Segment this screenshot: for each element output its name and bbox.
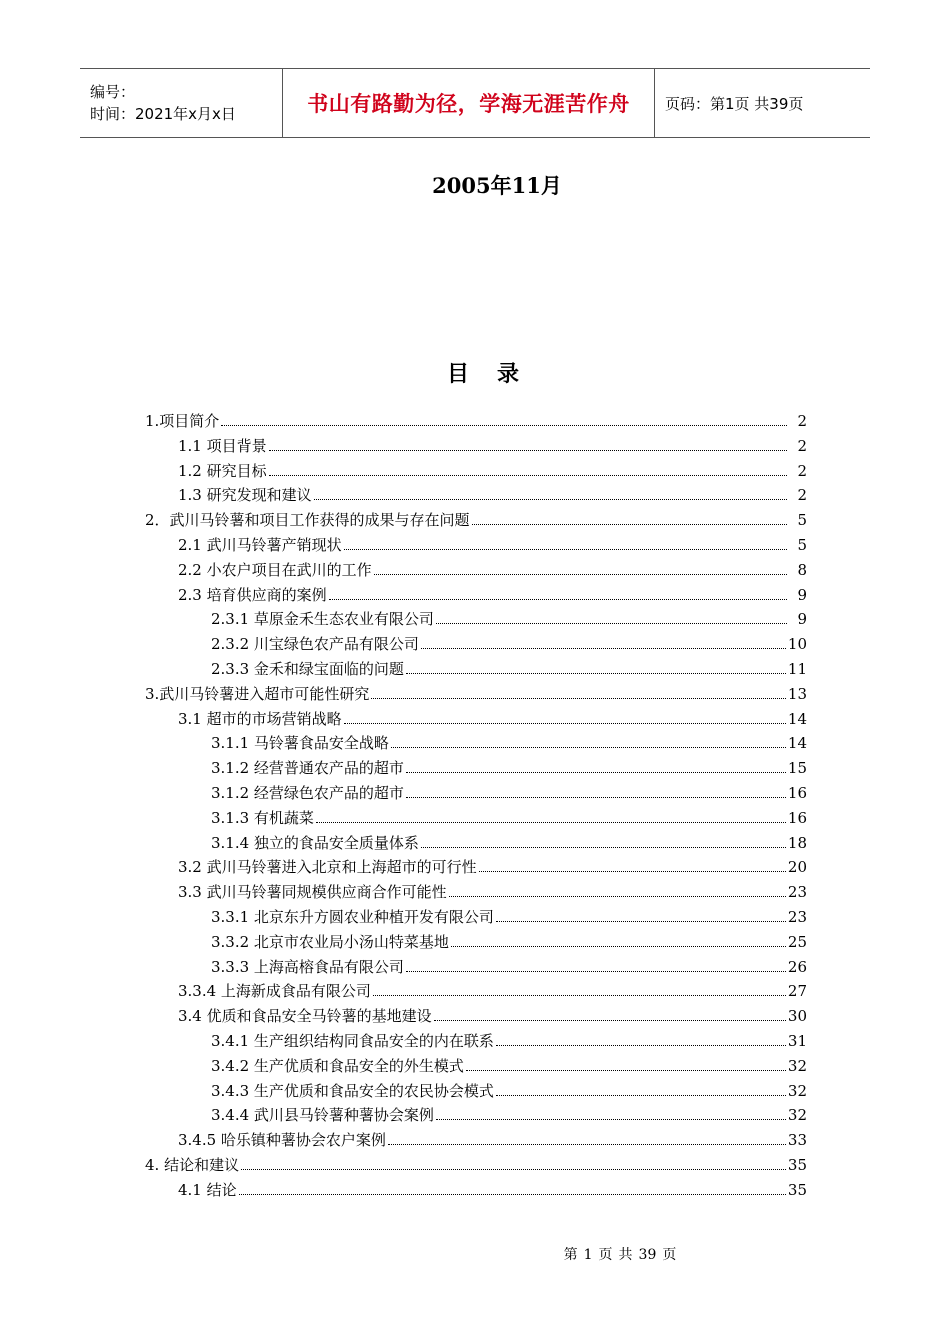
toc-entry-label: 2.2 小农户项目在武川的工作 <box>178 560 372 579</box>
toc-dot-leader <box>388 1144 786 1145</box>
toc-entry-page: 5 <box>797 536 807 554</box>
toc-dot-leader <box>406 772 786 773</box>
toc-entry-page: 32 <box>787 1106 807 1125</box>
toc-dot-leader <box>449 896 786 897</box>
toc-dot-leader <box>472 524 787 525</box>
toc-entry-label: 3.1.2 经营绿色农产品的超市 <box>211 784 404 802</box>
toc-entry-page: 15 <box>787 759 807 778</box>
toc-entry-page: 16 <box>787 808 807 827</box>
toc-entry[interactable] <box>178 1178 807 1203</box>
toc-entry[interactable] <box>145 682 807 707</box>
toc-entry[interactable] <box>211 1054 807 1079</box>
toc-entry[interactable] <box>211 955 807 980</box>
toc-dot-leader <box>373 995 786 996</box>
toc-entry-page: 2 <box>797 461 807 480</box>
toc-heading: 目录 <box>446 361 547 387</box>
page-header <box>80 68 870 138</box>
toc-entry-label: 3.1.1 马铃薯食品安全战略 <box>211 734 389 753</box>
toc-entry-label: 3.3.1 北京东升方圆农业种植开发有限公司 <box>211 908 494 926</box>
toc-dot-leader <box>314 499 787 500</box>
toc-dot-leader <box>436 1119 786 1120</box>
toc-dot-leader <box>241 1169 786 1170</box>
toc-entry-label: 3.1.3 有机蔬菜 <box>211 808 314 827</box>
toc-entry[interactable] <box>211 632 807 657</box>
toc-entry-page: 11 <box>787 660 807 678</box>
toc-entry[interactable] <box>211 1029 807 1054</box>
toc-entry-label: 3.武川马铃薯进入超市可能性研究 <box>145 684 370 703</box>
toc-entry[interactable] <box>178 979 807 1004</box>
toc-entry-page: 2 <box>797 412 807 430</box>
header-motto-cell <box>282 69 655 137</box>
toc-entry-page: 23 <box>787 883 807 902</box>
toc-entry-page: 2 <box>797 486 807 505</box>
footer-di: 第 <box>563 1247 578 1263</box>
toc-entry-page: 13 <box>787 684 807 703</box>
toc-entry[interactable] <box>178 1004 807 1029</box>
toc-dot-leader <box>269 450 787 451</box>
footer-gong: 共 <box>618 1247 633 1263</box>
toc-entry[interactable] <box>178 558 807 583</box>
motto: 书山有路勤为径，学海无涯苦作舟 <box>307 92 630 116</box>
toc-dot-leader <box>496 1095 786 1096</box>
toc-dot-leader <box>434 1020 786 1021</box>
toc-dot-leader <box>496 921 786 922</box>
toc-entry[interactable] <box>211 657 807 682</box>
date-title: 2005年11月 <box>432 173 562 198</box>
toc-entry[interactable] <box>211 731 807 756</box>
toc-entry-page: 18 <box>787 833 807 852</box>
header-meta <box>80 69 282 137</box>
toc-entry-label: 2.3.3 金禾和绿宝面临的问题 <box>211 660 404 678</box>
toc-entry-page: 32 <box>787 1056 807 1075</box>
toc-dot-leader <box>421 847 786 848</box>
page-info: 页码：第1页 共39页 <box>665 94 804 113</box>
toc-entry[interactable] <box>211 1079 807 1104</box>
toc-entry-page: 27 <box>787 982 807 1001</box>
page-footer <box>0 1244 950 1264</box>
toc-dot-leader <box>344 549 787 550</box>
toc-entry-label: 1.项目简介 <box>145 412 220 430</box>
toc-dot-leader <box>374 574 787 575</box>
toc-entry-label: 3.4.1 生产组织结构同食品安全的内在联系 <box>211 1032 494 1050</box>
number-label: 编号： <box>90 83 136 101</box>
footer-ye: 页 <box>598 1247 613 1263</box>
toc-entry-page: 14 <box>787 709 807 728</box>
footer-page: 1 <box>583 1247 593 1263</box>
toc-entry[interactable] <box>178 434 807 459</box>
toc-entry-label: 3.3.4 上海新成食品有限公司 <box>178 982 371 1001</box>
toc-entry-label: 1.3 研究发现和建议 <box>178 486 312 505</box>
toc-entry-page: 26 <box>787 957 807 976</box>
toc-entry[interactable] <box>211 905 807 930</box>
toc-entry[interactable] <box>211 781 807 806</box>
toc-entry[interactable] <box>178 880 807 905</box>
toc-dot-leader <box>239 1194 786 1195</box>
toc-dot-leader <box>344 723 786 724</box>
toc-entry-label: 4. 结论和建议 <box>145 1156 240 1174</box>
toc-entry-page: 2 <box>797 436 807 455</box>
toc-entry-label: 3.1 超市的市场营销战略 <box>178 709 342 728</box>
toc-entry-page: 9 <box>797 610 807 629</box>
toc-entry-label: 3.3 武川马铃薯同规模供应商合作可能性 <box>178 883 447 902</box>
toc-entry-label: 3.3.2 北京市农业局小汤山特菜基地 <box>211 932 449 951</box>
toc-entry[interactable] <box>211 831 807 856</box>
toc-entry-page: 5 <box>797 511 807 530</box>
toc-dot-leader <box>436 623 787 624</box>
toc-entry-label: 2.1 武川马铃薯产销现状 <box>178 536 342 554</box>
toc-entry-page: 30 <box>787 1007 807 1026</box>
toc-entry-label: 3.3.3 上海高榕食品有限公司 <box>211 957 404 976</box>
toc-entry-label: 3.1.2 经营普通农产品的超市 <box>211 759 404 778</box>
footer-total: 39 <box>638 1247 657 1263</box>
toc-entry[interactable] <box>211 607 807 632</box>
toc-entry[interactable] <box>211 1103 807 1128</box>
toc-dot-leader <box>221 425 787 426</box>
toc-entry-page: 35 <box>787 1180 807 1199</box>
toc-entry-page: 8 <box>797 560 807 579</box>
toc-entry-label: 1.1 项目背景 <box>178 436 267 455</box>
toc-entry-label: 3.4.3 生产优质和食品安全的农民协会模式 <box>211 1081 494 1100</box>
toc-dot-leader <box>316 822 786 823</box>
toc-entry-page: 14 <box>787 734 807 753</box>
toc-dot-leader <box>391 747 786 748</box>
toc-entry-page: 33 <box>787 1131 807 1150</box>
time-label: 时间：2021年x月x日 <box>90 105 236 123</box>
toc-dot-leader <box>406 673 786 674</box>
toc-dot-leader <box>371 698 786 699</box>
toc-dot-leader <box>451 946 786 947</box>
toc-entry[interactable] <box>178 707 807 732</box>
toc-dot-leader <box>496 1045 786 1046</box>
toc-entry[interactable] <box>145 1153 807 1178</box>
toc-entry-page: 9 <box>797 585 807 604</box>
toc-dot-leader <box>406 971 786 972</box>
toc-entry-page: 32 <box>787 1081 807 1100</box>
toc-entry[interactable] <box>211 806 807 831</box>
toc-entry-page: 23 <box>787 908 807 926</box>
toc-dot-leader <box>421 648 786 649</box>
header-page-cell <box>655 69 870 137</box>
toc-entry-label: 3.2 武川马铃薯进入北京和上海超市的可行性 <box>178 858 477 877</box>
toc-entry[interactable] <box>178 459 807 484</box>
toc-entry-label: 3.4.4 武川县马铃薯种薯协会案例 <box>211 1106 434 1125</box>
toc-entry[interactable] <box>211 930 807 955</box>
toc-entry-page: 20 <box>787 858 807 877</box>
toc-entry-label: 4.1 结论 <box>178 1180 237 1199</box>
toc-entry-label: 2.3.1 草原金禾生态农业有限公司 <box>211 610 434 629</box>
footer-ye-2: 页 <box>662 1247 677 1263</box>
toc-entry-page: 35 <box>787 1156 807 1174</box>
toc-entry[interactable] <box>211 756 807 781</box>
toc-entry[interactable] <box>178 583 807 608</box>
toc-dot-leader <box>479 871 786 872</box>
toc-entry[interactable] <box>145 508 807 533</box>
toc-entry[interactable] <box>178 1128 807 1153</box>
toc-entry[interactable] <box>178 533 807 558</box>
toc-entry-page: 16 <box>787 784 807 802</box>
toc-entry[interactable] <box>178 483 807 508</box>
toc-entry-page: 10 <box>787 635 807 654</box>
toc-entry-page: 31 <box>787 1032 807 1050</box>
toc-entry-label: 2.3 培育供应商的案例 <box>178 585 327 604</box>
toc-entry-label: 3.4.5 哈乐镇种薯协会农户案例 <box>178 1131 386 1150</box>
toc-dot-leader <box>329 599 787 600</box>
toc-entry-label: 3.1.4 独立的食品安全质量体系 <box>211 833 419 852</box>
toc-entry-label: 3.4 优质和食品安全马铃薯的基地建设 <box>178 1007 432 1026</box>
toc-entry[interactable] <box>145 409 807 434</box>
toc-entry-label: 2．武川马铃薯和项目工作获得的成果与存在问题 <box>145 511 470 530</box>
toc-dot-leader <box>269 475 787 476</box>
toc-entry-label: 1.2 研究目标 <box>178 461 267 480</box>
toc-entry-page: 25 <box>787 932 807 951</box>
toc-dot-leader <box>406 797 786 798</box>
toc-entry[interactable] <box>178 855 807 880</box>
toc-dot-leader <box>466 1070 786 1071</box>
toc-entry-label: 2.3.2 川宝绿色农产品有限公司 <box>211 635 419 654</box>
toc-entry-label: 3.4.2 生产优质和食品安全的外生模式 <box>211 1056 464 1075</box>
